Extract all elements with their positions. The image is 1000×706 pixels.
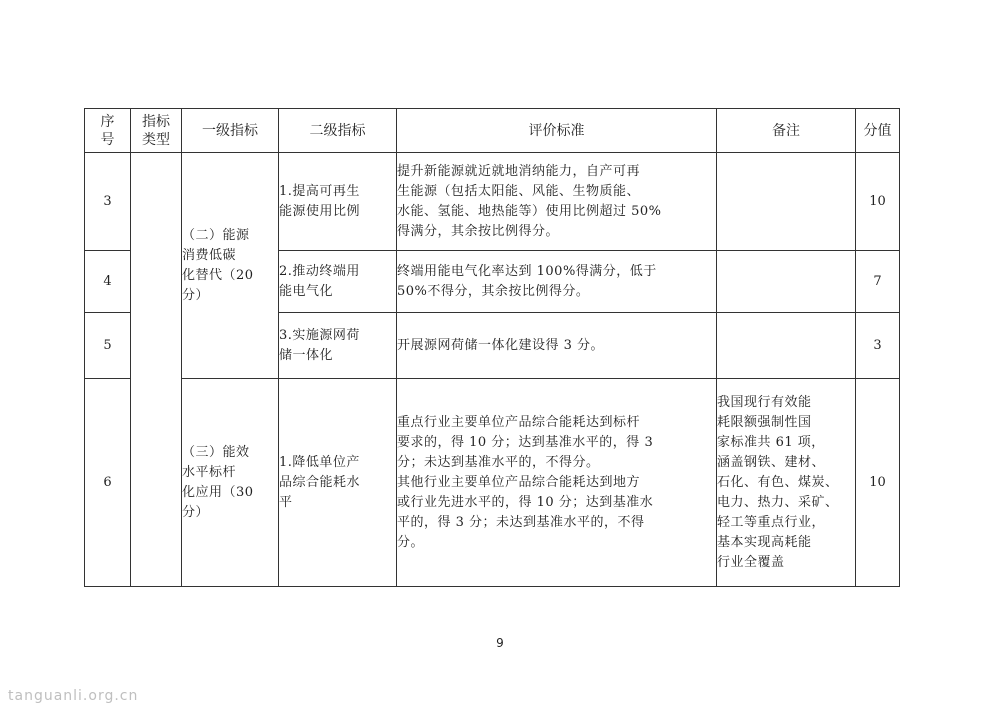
- row-criteria: 终端用能电气化率达到 100%得满分，低于 50%不得分，其余按比例得分。: [397, 251, 717, 313]
- row-score: 3: [856, 313, 900, 379]
- row-remarks: [717, 313, 856, 379]
- header-type: 指标 类型: [131, 109, 182, 153]
- row-score: 10: [856, 379, 900, 587]
- header-remarks: 备注: [717, 109, 856, 153]
- header-level2: 二级指标: [279, 109, 397, 153]
- row-criteria: 开展源网荷储一体化建设得 3 分。: [397, 313, 717, 379]
- evaluation-table: [84, 108, 900, 587]
- row-remarks: [717, 251, 856, 313]
- indicator-type-cell: [131, 153, 182, 587]
- row-remarks: 我国现行有效能 耗限额强制性国 家标准共 61 项， 涵盖钢铁、建材、 石化、有色、煤炭、 电力、热力、采矿、 轻工等重点行业， 基本实现高耗能 行业全覆盖: [717, 379, 856, 587]
- row-seq: 5: [85, 313, 131, 379]
- header-row: [85, 109, 900, 153]
- group-energy-substitution: （二）能源 消费低碳 化替代（20 分）: [182, 153, 279, 379]
- row-criteria: 重点行业主要单位产品综合能耗达到标杆 要求的，得 10 分；达到基准水平的，得 3 分；未达到基准水平的，不得分。 其他行业主要单位产品综合能耗达到地方 或行业先进水平的，得 10 分；达到基准水 平的，得 3 分；未达到基准水平的，不得 分。: [397, 379, 717, 587]
- row-score: 7: [856, 251, 900, 313]
- header-score: 分值: [856, 109, 900, 153]
- row-score: 10: [856, 153, 900, 251]
- header-criteria: 评价标准: [397, 109, 717, 153]
- row-level2: 1.提高可再生 能源使用比例: [279, 153, 397, 251]
- header-level1: 一级指标: [182, 109, 279, 153]
- table-row: [85, 379, 900, 587]
- row-level2: 1.降低单位产 品综合能耗水 平: [279, 379, 397, 587]
- group-efficiency-application: （三）能效 水平标杆 化应用（30 分）: [182, 379, 279, 587]
- watermark: tanguanli.org.cn: [8, 688, 139, 704]
- row-level2: 2.推动终端用 能电气化: [279, 251, 397, 313]
- header-seq: 序 号: [85, 109, 131, 153]
- page-number: 9: [496, 636, 504, 650]
- row-level2: 3.实施源网荷 储一体化: [279, 313, 397, 379]
- row-remarks: [717, 153, 856, 251]
- row-seq: 4: [85, 251, 131, 313]
- row-seq: 6: [85, 379, 131, 587]
- table-row: [85, 153, 900, 251]
- row-criteria: 提升新能源就近就地消纳能力，自产可再 生能源（包括太阳能、风能、生物质能、 水能、氢能、地热能等）使用比例超过 50% 得满分，其余按比例得分。: [397, 153, 717, 251]
- row-seq: 3: [85, 153, 131, 251]
